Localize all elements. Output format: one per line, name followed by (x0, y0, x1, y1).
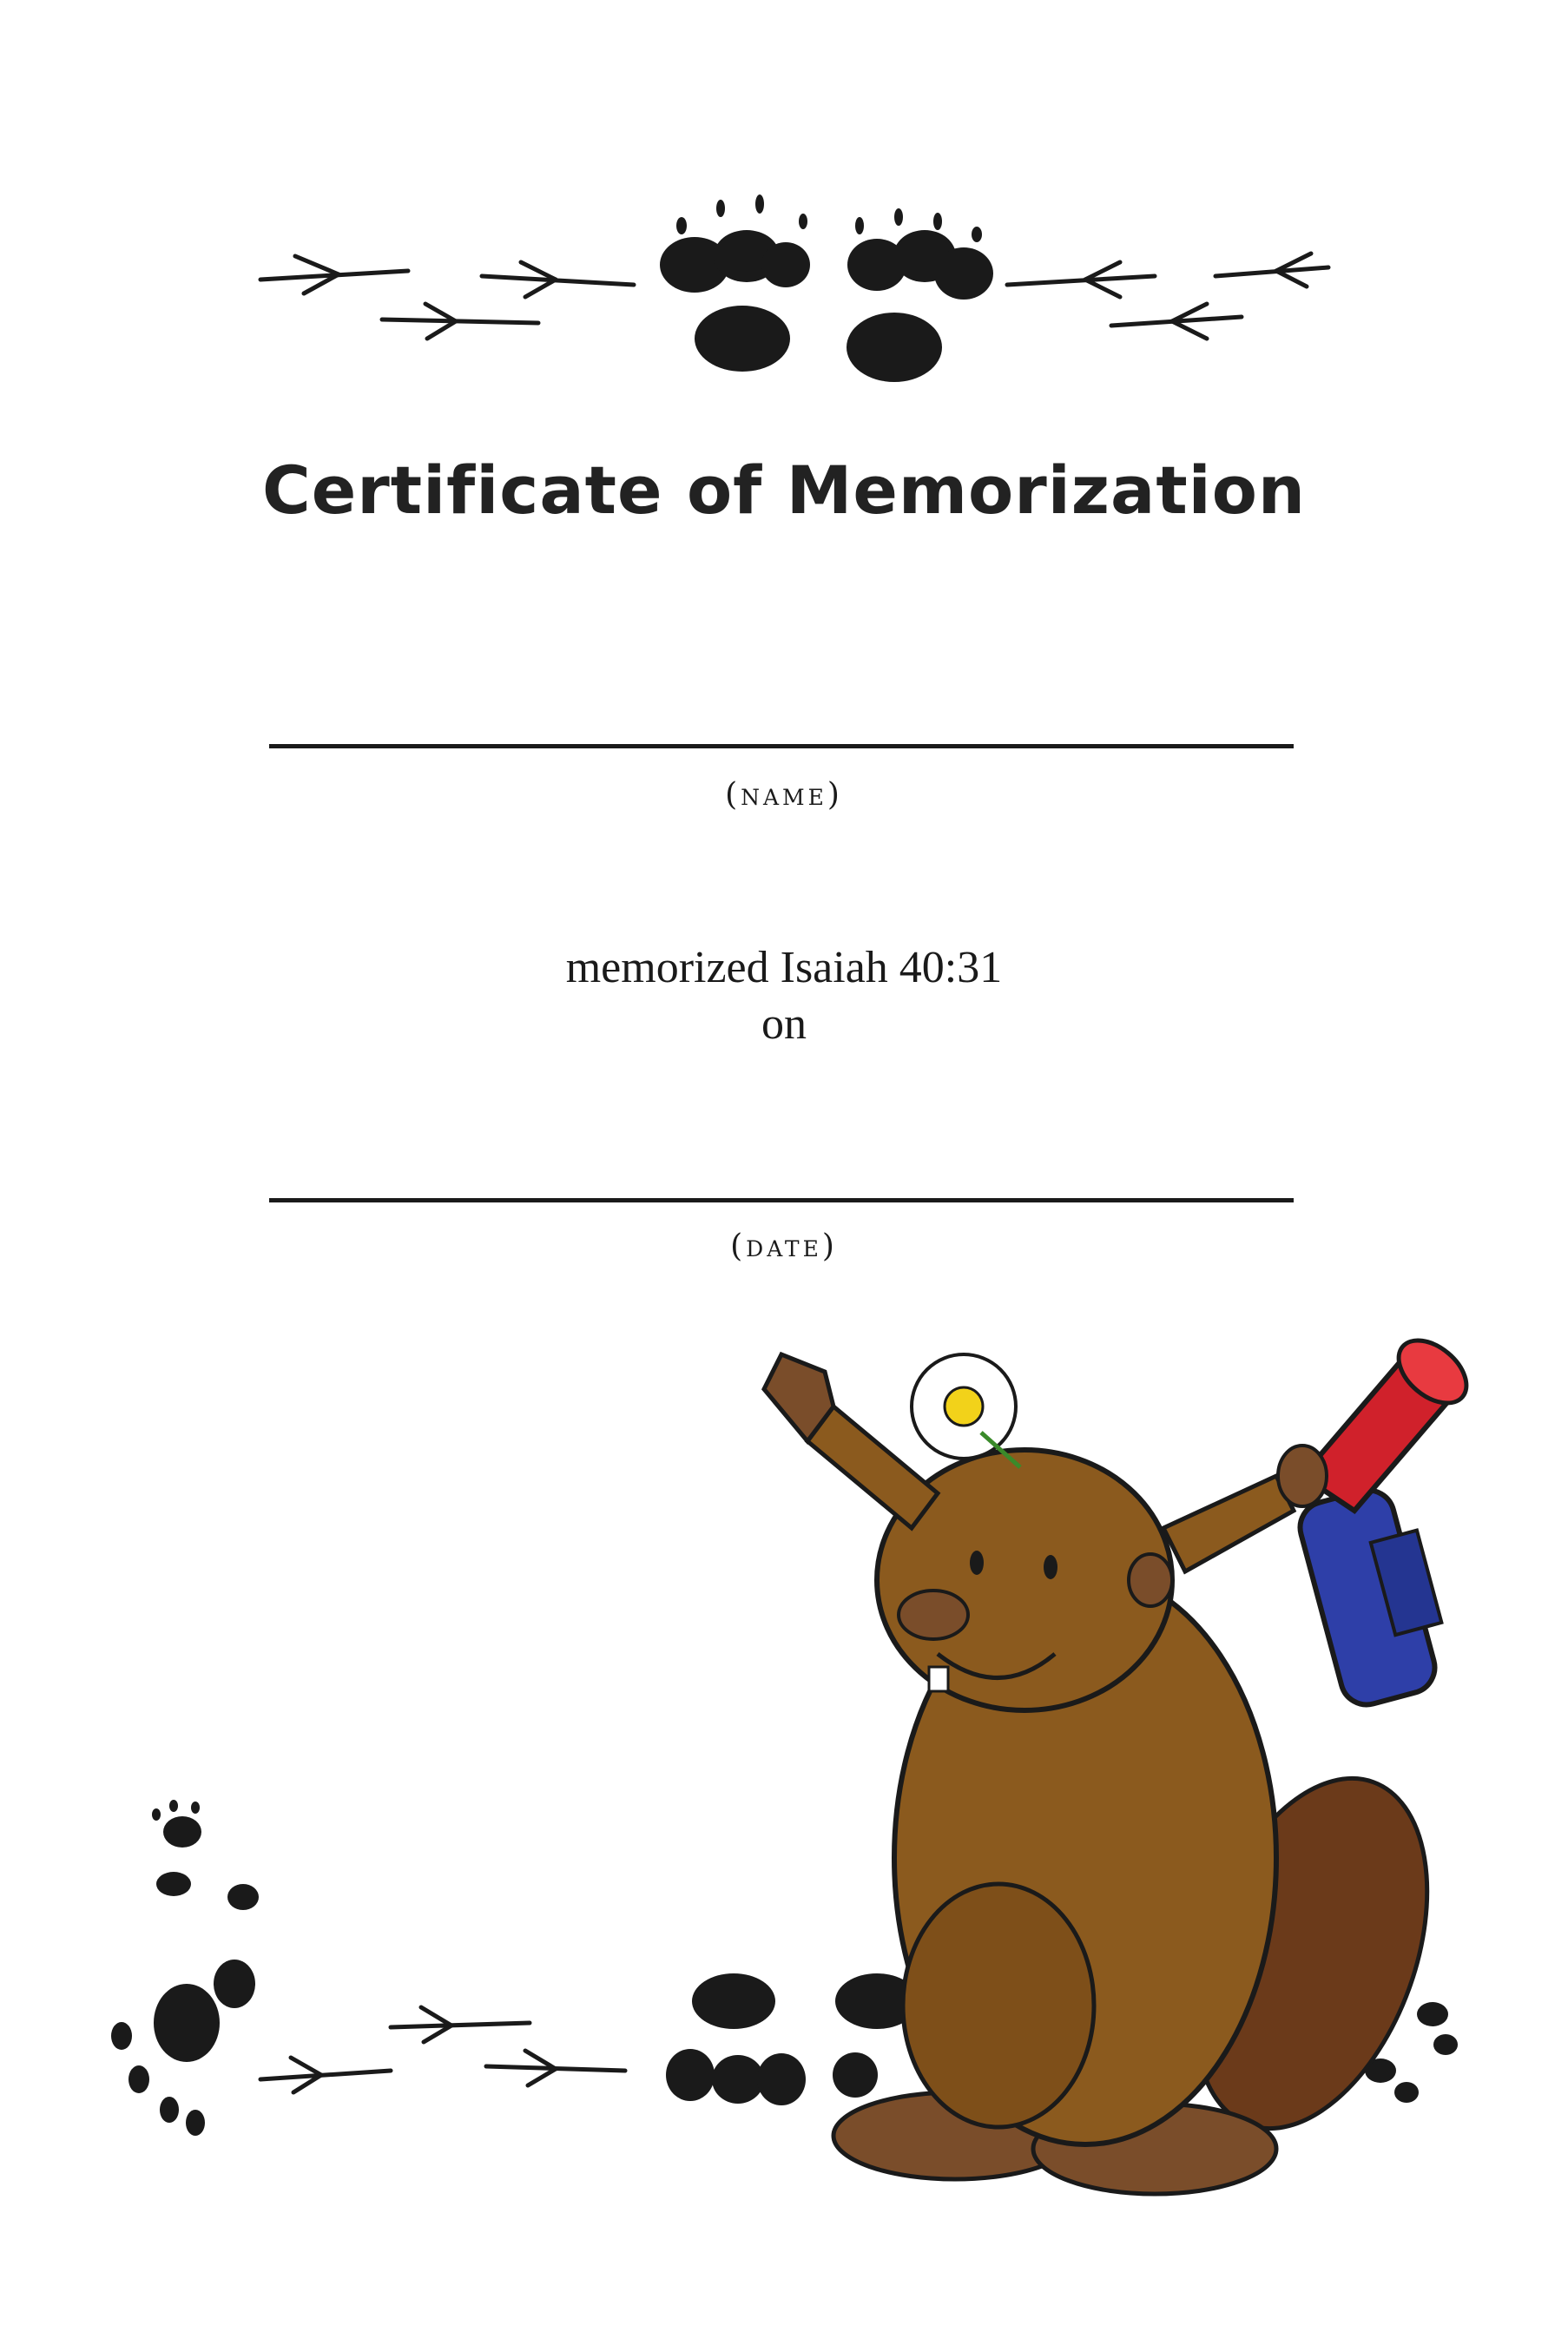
paw-print-icon (111, 1800, 259, 2136)
bird-track-icon (382, 304, 538, 339)
bird-track-icon (260, 2058, 391, 2092)
bird-track-icon (1111, 304, 1242, 339)
bird-track-icon (391, 2007, 530, 2042)
name-line (269, 744, 1294, 748)
air-horn-icon (1295, 1328, 1479, 1711)
certificate-title: Certificate of Memorization (261, 451, 1307, 529)
name-label: (name) (725, 777, 843, 813)
bird-track-icon (482, 262, 634, 297)
bird-track-icon (260, 256, 408, 293)
memorized-text: memorized Isaiah 40:31 (565, 943, 1003, 992)
paw-print-icon (666, 1973, 919, 2105)
bird-track-icon (1007, 262, 1155, 297)
bird-track-icon (1216, 254, 1328, 287)
flower-icon (912, 1354, 1020, 1467)
top-tracks-decoration (0, 0, 1568, 399)
paw-print-icon (1338, 1787, 1458, 2103)
on-text: on (761, 999, 807, 1049)
date-label: (date) (730, 1228, 838, 1264)
date-line (269, 1198, 1294, 1202)
paw-print-icon (847, 208, 993, 382)
paw-print-icon (660, 194, 810, 372)
bird-track-icon (486, 2051, 625, 2085)
